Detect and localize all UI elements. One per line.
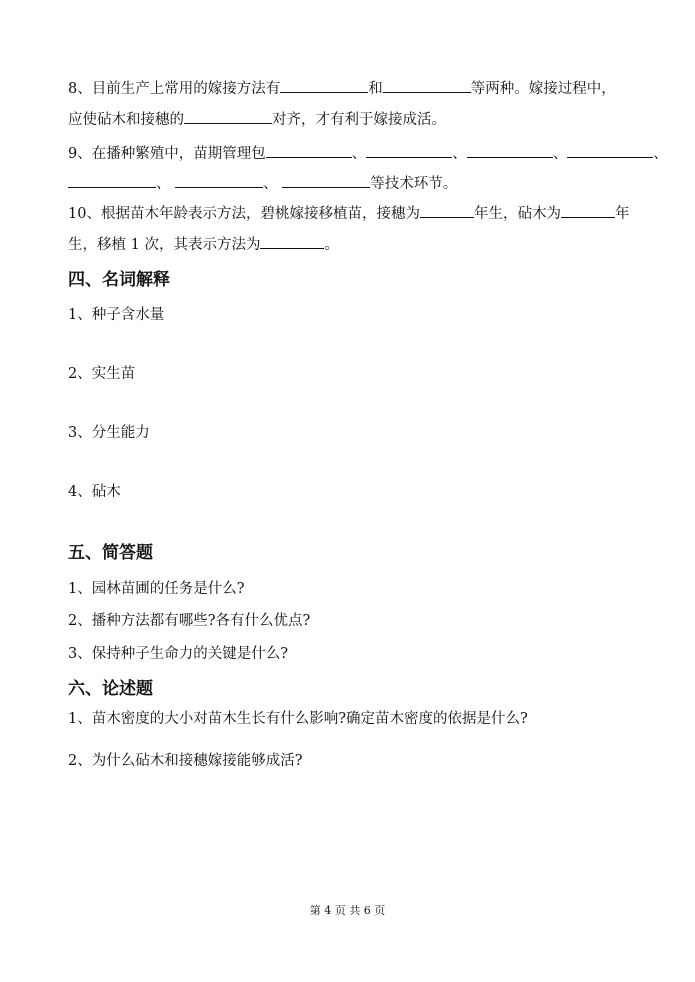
blank[interactable] <box>184 109 272 124</box>
text: 年生，砧木为 <box>473 206 561 222</box>
section-heading: 六、论述题 <box>68 679 153 699</box>
q8-line1 <box>68 78 616 99</box>
blank[interactable] <box>280 78 368 93</box>
blank[interactable] <box>260 234 324 249</box>
text: 对齐，才有利于嫁接成活。 <box>272 112 446 128</box>
text: 。 <box>324 237 339 253</box>
sep: 、 <box>156 176 171 192</box>
text: 应使砧木和接穗的 <box>68 112 184 128</box>
sep: 、 <box>351 146 367 162</box>
list-item: 1、苗木密度的大小对苗木生长有什么影响?确定苗木密度的依据是什么? <box>68 711 528 727</box>
blank[interactable] <box>383 78 471 93</box>
q10-line1 <box>68 203 629 224</box>
page-number: 第 4 页 共 6 页 <box>309 904 386 917</box>
q8-line2 <box>68 109 446 130</box>
text: 9、在播种繁殖中，苗期管理包 <box>68 146 266 162</box>
list-item: 3、保持种子生命力的关键是什么? <box>68 646 288 662</box>
blank[interactable] <box>366 143 452 158</box>
text: 年 <box>614 206 630 222</box>
text: 等技术环节。 <box>370 176 458 192</box>
text: 生，移植 1 次，其表示方法为 <box>68 237 261 253</box>
list-item: 2、为什么砧木和接穗嫁接能够成活? <box>68 753 303 769</box>
text: 10、根据苗木年龄表示方法，碧桃嫁接移植苗，接穗为 <box>68 206 420 222</box>
q10-line2 <box>68 234 339 255</box>
q9-line1 <box>68 143 668 164</box>
text: 8、目前生产上常用的嫁接方法有 <box>68 81 281 97</box>
sep: 、 <box>552 146 568 162</box>
blank[interactable] <box>282 173 370 188</box>
list-item: 4、砧木 <box>68 484 121 500</box>
list-item: 3、分生能力 <box>68 425 150 441</box>
blank[interactable] <box>561 203 615 218</box>
blank[interactable] <box>420 203 474 218</box>
text: 等两种。嫁接过程中， <box>470 81 616 97</box>
q9-line2 <box>68 173 457 194</box>
list-item: 2、播种方法都有哪些?各有什么优点? <box>68 613 311 629</box>
blank[interactable] <box>175 173 263 188</box>
text: 和 <box>368 81 383 97</box>
section-heading: 四、名词解释 <box>68 270 170 290</box>
list-item: 2、实生苗 <box>68 366 136 382</box>
list-item: 1、种子含水量 <box>68 307 165 323</box>
sep: 、 <box>452 146 467 162</box>
blank[interactable] <box>567 143 653 158</box>
sep: 、 <box>263 176 278 192</box>
blank[interactable] <box>467 143 553 158</box>
blank[interactable] <box>68 173 156 188</box>
section-heading: 五、简答题 <box>68 543 153 563</box>
sep: 、 <box>653 146 668 162</box>
list-item: 1、园林苗圃的任务是什么? <box>68 581 245 597</box>
blank[interactable] <box>266 143 352 158</box>
